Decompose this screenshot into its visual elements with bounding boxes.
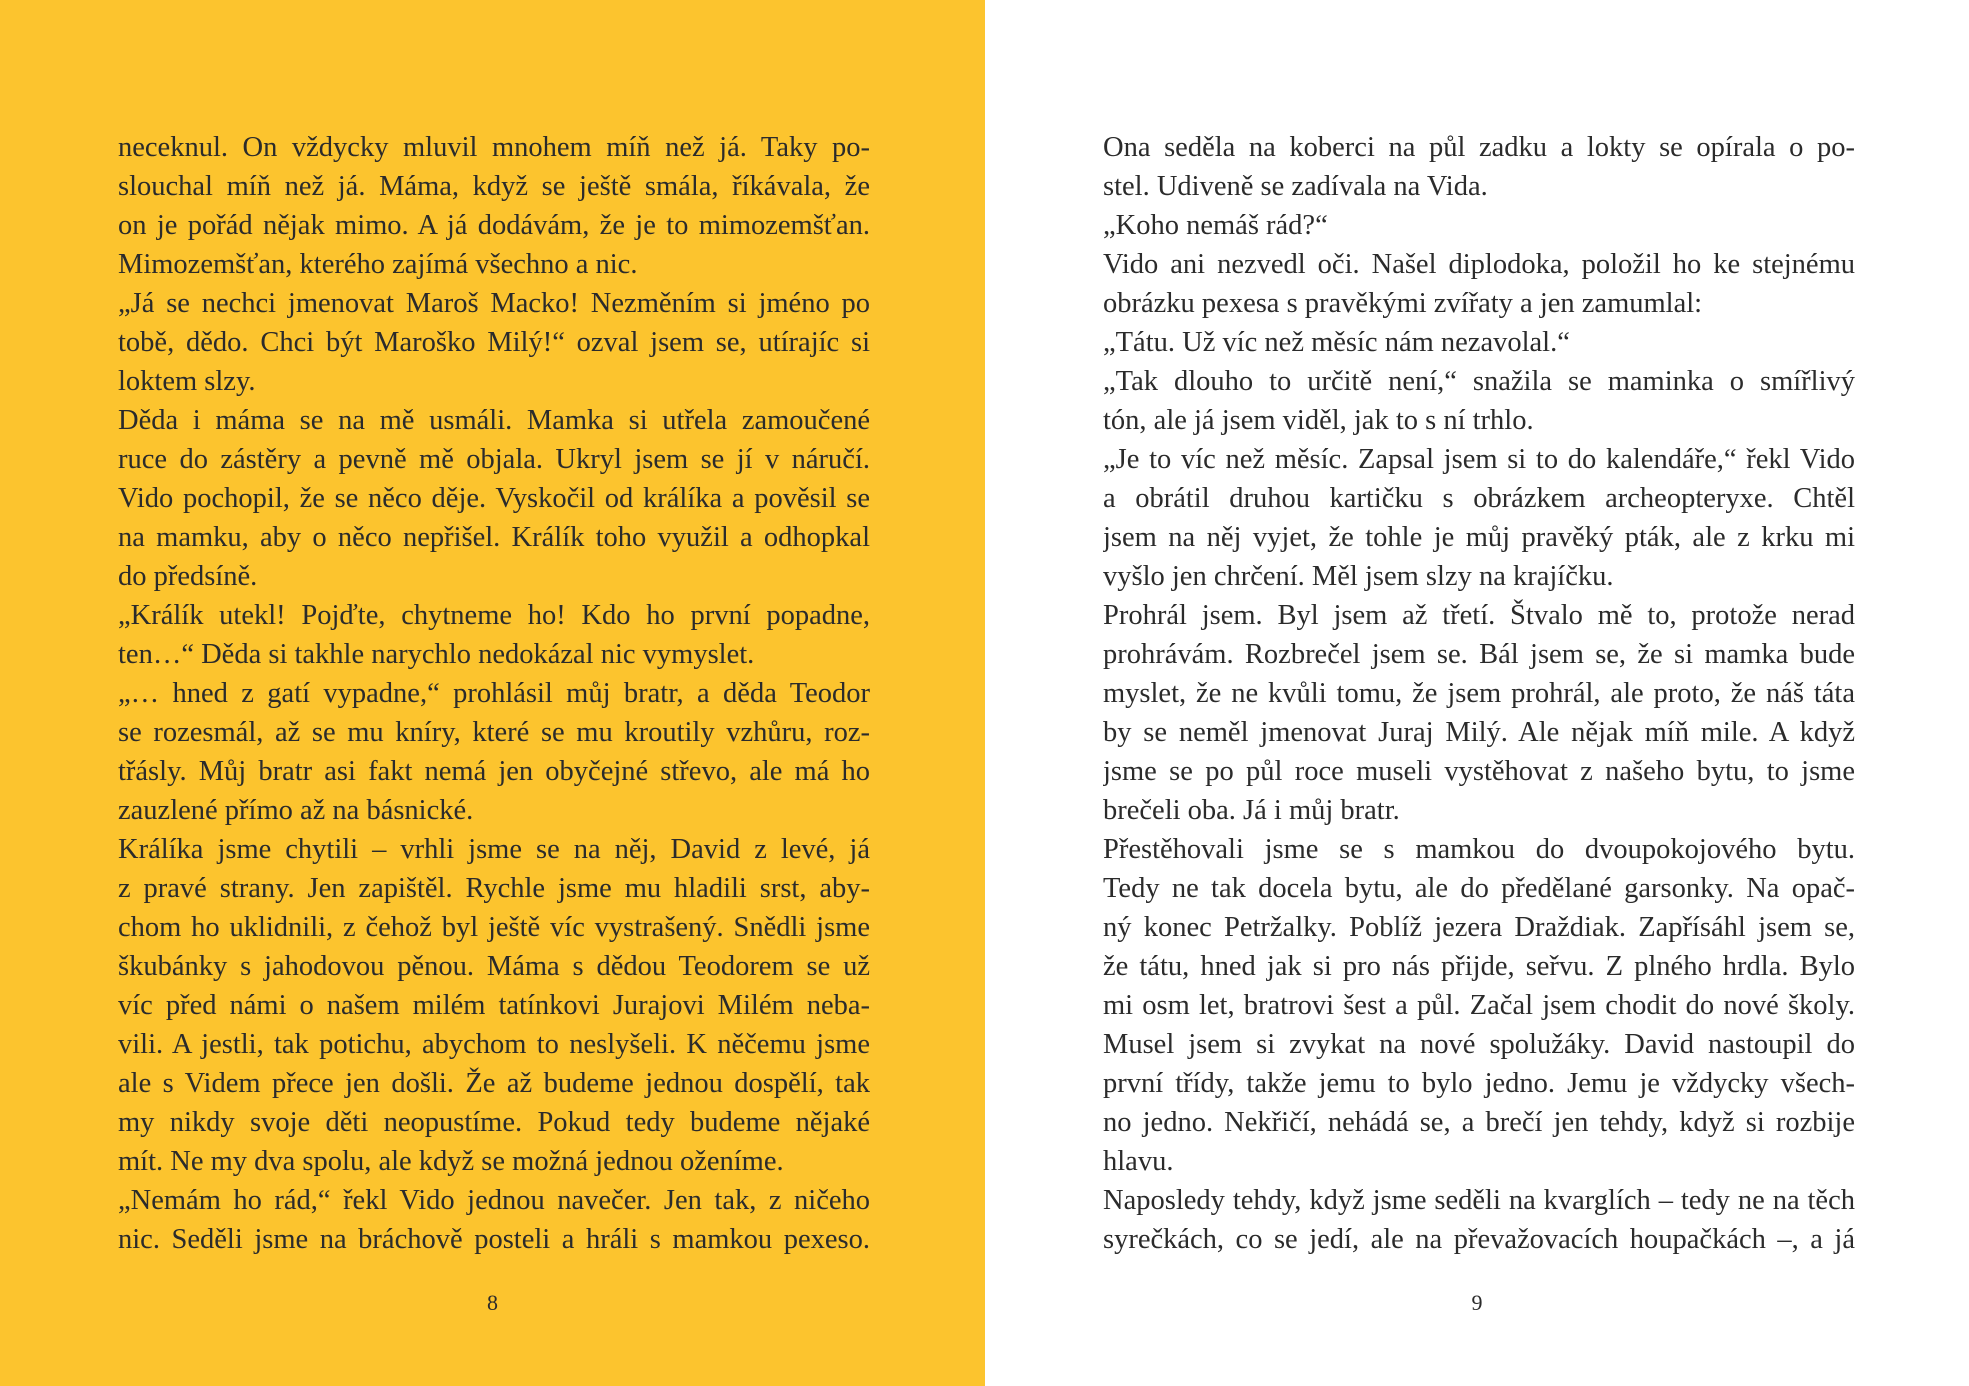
text-line: vili. A jestli, tak potichu, abychom to neslyšeli. K něčemu jsme [118,1029,870,1060]
text-line: stel. Udiveně se zadívala na Vida. [1103,171,1488,202]
right-page [985,0,1969,1386]
text-line: zauzlené přímo až na básnické. [118,795,474,826]
text-line: Vido ani nezvedl oči. Našel diplodoka, položil ho ke stejnému [1103,249,1855,280]
text-line: loktem slzy. [118,366,256,397]
text-line: chom ho uklidnili, z čehož byl ještě víc vystrašený. Snědli jsme [118,912,870,943]
text-line: Mimozemšťan, kterého zajímá všechno a nic. [118,249,638,280]
left-page-number: 8 [487,1290,498,1315]
text-line: že tátu, hned jak si pro nás přijde, seřvu. Z plného hrdla. Bylo [1103,951,1855,982]
text-line: se rozesmál, až se mu kníry, které se mu kroutily vzhůru, roz- [118,717,870,748]
text-line: Děda i máma se na mě usmáli. Mamka si utřela zamoučené [118,405,870,436]
text-line: „Koho nemáš rád?“ [1103,210,1328,241]
text-line: obrázku pexesa s pravěkými zvířaty a jen zamumlal: [1103,288,1703,319]
text-line: no jedno. Nekřičí, nehádá se, a brečí jen tehdy, když si rozbije [1103,1107,1855,1138]
text-line: Ona seděla na koberci na půl zadku a lokty se opírala o po- [1103,132,1855,163]
text-line: první třídy, takže jemu to bylo jedno. Jemu je vždycky všech- [1103,1068,1855,1099]
text-line: prohrávám. Rozbrečel jsem se. Bál jsem se, že si mamka bude [1103,639,1855,670]
text-line: „Je to víc než měsíc. Zapsal jsem si to do kalendáře,“ řekl Vido [1103,444,1855,475]
text-line: Králíka jsme chytili – vrhli jsme se na něj, David z levé, já [118,834,870,865]
text-line: by se neměl jmenovat Juraj Milý. Ale nějak míň mile. A když [1103,717,1855,748]
text-line: mít. Ne my dva spolu, ale když se možná jednou oženíme. [118,1146,784,1177]
text-line: tobě, dědo. Chci být Maroško Milý!“ ozval jsem se, utírajíc si [118,327,870,358]
right-page-text [1103,128,1855,1259]
text-line: z pravé strany. Jen zapištěl. Rychle jsme mu hladili srst, aby- [118,873,870,904]
text-line: slouchal míň než já. Máma, když se ještě smála, říkávala, že [118,171,870,202]
text-line: Naposledy tehdy, když jsme seděli na kvarglích – tedy ne na těch [1103,1185,1855,1216]
text-line: ten…“ Děda si takhle narychlo nedokázal nic vymyslet. [118,639,755,670]
text-line: a obrátil druhou kartičku s obrázkem archeopteryxe. Chtěl [1103,483,1855,514]
text-line: třásly. Můj bratr asi fakt nemá jen obyčejné střevo, ale má ho [118,756,870,787]
text-line: „Tátu. Už víc než měsíc nám nezavolal.“ [1103,327,1570,358]
text-line: jsem na něj vyjet, že tohle je můj pravěký pták, ale z krku mi [1103,522,1855,553]
text-line: my nikdy svoje děti neopustíme. Pokud tedy budeme nějaké [118,1107,870,1138]
text-line: brečeli oba. Já i můj bratr. [1103,795,1400,826]
text-line: hlavu. [1103,1146,1174,1177]
text-line: „Já se nechci jmenovat Maroš Macko! Nezměním si jméno po [118,288,870,319]
text-line: syrečkách, co se jedí, ale na převažovacích houpačkách –, a já [1103,1224,1855,1255]
text-line: jsme se po půl roce museli vystěhovat z našeho bytu, to jsme [1103,756,1855,787]
text-line: on je pořád nějak mimo. A já dodávám, že je to mimozemšťan. [118,210,870,241]
text-line: vyšlo jen chrčení. Měl jsem slzy na krajíčku. [1103,561,1614,592]
right-page-number: 9 [1471,1290,1483,1315]
text-line: víc před námi o našem milém tatínkovi Jurajovi Milém neba- [118,990,870,1021]
text-line: ný konec Petržalky. Poblíž jezera Draždiak. Zapřísáhl jsem se, [1103,912,1855,943]
text-line: tón, ale já jsem viděl, jak to s ní trhlo. [1103,405,1534,436]
text-line: „Nemám ho rád,“ řekl Vido jednou navečer. Jen tak, z ničeho [118,1185,870,1216]
left-page-text [118,128,870,1259]
text-line: Vido pochopil, že se něco děje. Vyskočil od králíka a pověsil se [118,483,870,514]
text-line: škubánky s jahodovou pěnou. Máma s dědou Teodorem se už [118,951,870,982]
text-line: myslet, že ne kvůli tomu, že jsem prohrál, ale proto, že náš táta [1103,678,1855,709]
text-line: Tedy ne tak docela bytu, ale do předělané garsonky. Na opač- [1103,873,1855,904]
text-line: ruce do zástěry a pevně mě objala. Ukryl jsem se jí v náručí. [118,444,870,475]
text-line: nic. Seděli jsme na bráchově posteli a hráli s mamkou pexeso. [118,1224,870,1255]
text-line: ale s Videm přece jen došli. Že až budeme jednou dospělí, tak [118,1068,870,1099]
text-line: na mamku, aby o něco nepřišel. Králík toho využil a odhopkal [118,522,870,553]
text-line: „Králík utekl! Pojďte, chytneme ho! Kdo ho první popadne, [118,600,870,631]
text-line: mi osm let, bratrovi šest a půl. Začal jsem chodit do nové školy. [1103,990,1855,1021]
text-line: „… hned z gatí vypadne,“ prohlásil můj bratr, a děda Teodor [118,678,870,709]
text-line: Přestěhovali jsme se s mamkou do dvoupokojového bytu. [1103,834,1855,865]
text-line: neceknul. On vždycky mluvil mnohem míň než já. Taky po- [118,132,870,163]
text-line: Prohrál jsem. Byl jsem až třetí. Štvalo mě to, protože nerad [1103,600,1855,631]
text-line: „Tak dlouho to určitě není,“ snažila se maminka o smířlivý [1103,366,1855,397]
text-line: do předsíně. [118,561,258,592]
text-line: Musel jsem si zvykat na nové spolužáky. David nastoupil do [1103,1029,1855,1060]
